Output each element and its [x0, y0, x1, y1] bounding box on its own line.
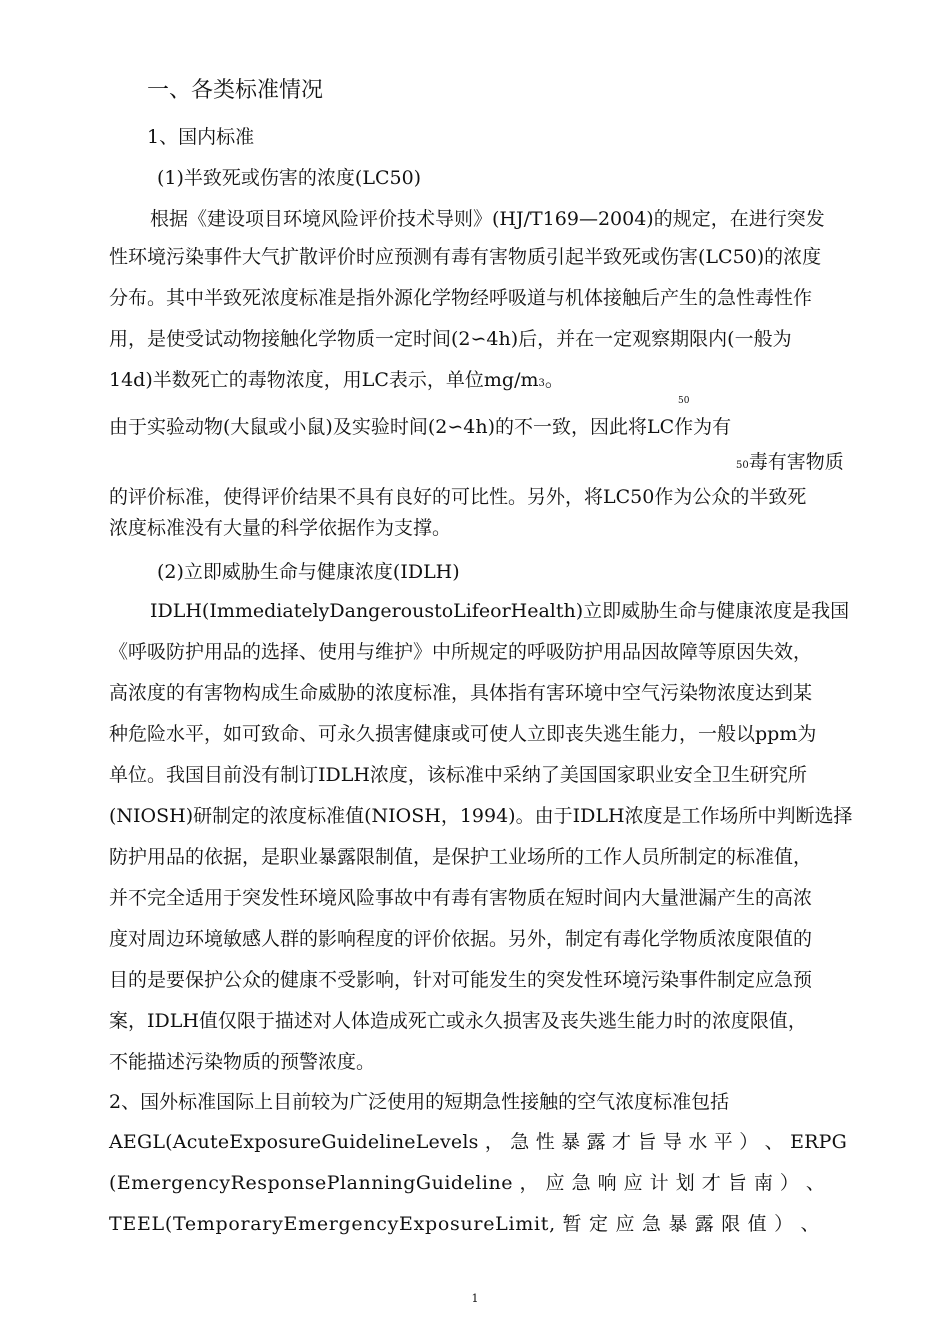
paragraph-line: 防护用品的依据，是职业暴露限制值，是保护工业场所的工作人员所制定的标准值，	[109, 846, 813, 868]
paragraph-line: 种危险水平，如可致命、可永久损害健康或可使人立即丧失逃生能力，一般以ppm为	[109, 723, 817, 745]
paragraph-text: 。	[544, 369, 564, 391]
paragraph-line: 单位。我国目前没有制订IDLH浓度，该标准中采纳了美国国家职业安全卫生研究所	[109, 764, 807, 786]
paragraph-line: 根据《建设项目环境风险评价技术导则》(HJ/T169—2004)的规定，在进行突发	[150, 208, 825, 230]
paragraph-line: 案，IDLH值仅限于描述对人体造成死亡或永久损害及丧失逃生能力时的浓度限值，	[109, 1010, 807, 1032]
paragraph-line: 不能描述污染物质的预警浓度。	[109, 1051, 376, 1073]
paragraph-line: 浓度标准没有大量的科学依据作为支撑。	[109, 517, 452, 539]
subsection-title-idlh: (2)立即威胁生命与健康浓度(IDLH)	[157, 561, 460, 583]
paragraph-line: 分布。其中半致死浓度标准是指外源化学物经呼吸道与机体接触后产生的急性毒性作	[109, 287, 813, 309]
paragraph-line	[109, 368, 564, 396]
paragraph-line: 用，是使受试动物接触化学物质一定时间(2∽4h)后，并在一定观察期限内(一般为	[109, 328, 792, 350]
paragraph-line: 度对周边环境敏感人群的影响程度的评价依据。另外，制定有毒化学物质浓度限值的	[109, 928, 813, 950]
paragraph-line: 由于实验动物(大鼠或小鼠)及实验时间(2∽4h)的不一致，因此将LC作为有	[109, 416, 732, 438]
paragraph-line: TEEL(TemporaryEmergencyExposureLimit, 暂 定 应 急 暴 露 限 值 ） 、	[109, 1213, 821, 1235]
section-title-domestic: 1、国内标准	[147, 126, 255, 148]
paragraph-line: 高浓度的有害物构成生命威胁的浓度标准，具体指有害环境中空气污染物浓度达到某	[109, 682, 813, 704]
paragraph-line: 性环境污染事件大气扩散评价时应预测有毒有害物质引起半致死或伤害(LC50)的浓度	[109, 246, 822, 268]
paragraph-line: IDLH(ImmediatelyDangeroustoLifeorHealth)立即威胁生命与健康浓度是我国	[150, 600, 850, 622]
section-title-foreign: 2、国外标准国际上目前较为广泛使用的短期急性接触的空气浓度标准包括	[109, 1091, 730, 1113]
subsection-title-lc50: (1)半致死或伤害的浓度(LC50)	[157, 167, 422, 189]
paragraph-line	[736, 450, 844, 478]
paragraph-line: AEGL(AcuteExposureGuidelineLevels ， 急 性 暴 露 才 旨 导 水 平 ） 、 ERPG	[109, 1131, 848, 1153]
paragraph-line: 并不完全适用于突发性环境风险事故中有毒有害物质在短时间内大量泄漏产生的高浓	[109, 887, 813, 909]
paragraph-line: (NIOSH)研制定的浓度标准值(NIOSH，1994)。由于IDLH浓度是工作场所中判断选择	[109, 805, 853, 827]
paragraph-line: 目的是要保护公众的健康不受影响，针对可能发生的突发性环境污染事件制定应急预	[109, 969, 813, 991]
paragraph-text: 14d)半数死亡的毒物浓度，用LC表示，单位mg/m	[109, 369, 539, 391]
paragraph-line: 《呼吸防护用品的选择、使用与维护》中所规定的呼吸防护用品因故障等原因失效，	[109, 641, 813, 663]
paragraph-line: 的评价标准，使得评价结果不具有良好的可比性。另外，将LC50作为公众的半致死	[109, 486, 807, 508]
subscript: 3	[538, 378, 545, 389]
floating-subscript: 50	[678, 396, 690, 406]
page-heading: 一、各类标准情况	[147, 78, 324, 103]
paragraph-text: 毒有害物质	[748, 451, 844, 473]
paragraph-line: (EmergencyResponsePlanningGuideline ， 应 急 响 应 计 划 才 旨 南 ） 、	[109, 1172, 826, 1194]
page-number: 1	[471, 1292, 479, 1305]
subscript: 50	[736, 460, 749, 471]
